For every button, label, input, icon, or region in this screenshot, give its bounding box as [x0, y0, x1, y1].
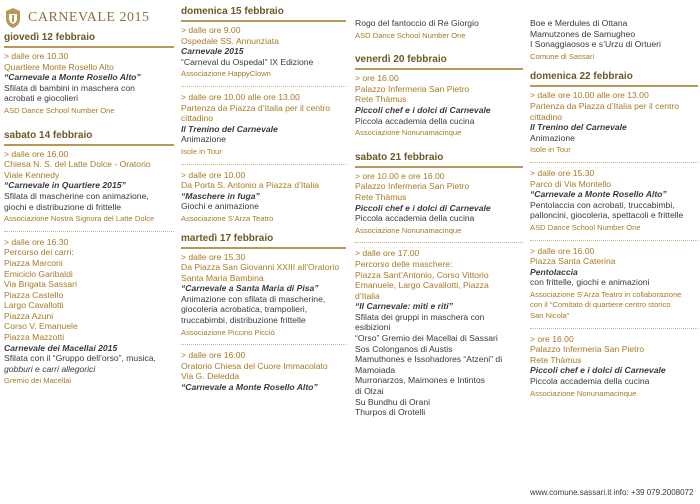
brand-title: CARNEVALE 2015 — [28, 9, 150, 25]
divider — [181, 164, 346, 165]
event-description: con frittelle, giochi e animazioni — [530, 277, 650, 288]
event-description: Thurpos di Orotelli — [355, 407, 426, 418]
route-label: Percorso dei carri: — [4, 247, 74, 258]
divider — [181, 344, 346, 345]
event-time: > dalle ore 10.30 — [4, 51, 69, 61]
event — [181, 92, 346, 158]
divider — [181, 86, 346, 87]
event-title: “Carnevale a Monte Rosello Alto” — [181, 382, 318, 393]
event — [4, 237, 174, 387]
event-organizer: Associazione Nonunamacinque — [355, 128, 462, 138]
event-description: Animazione con sfilata di mascherine, — [181, 293, 326, 304]
event-location: Da Porta S. Antonio a Piazza d’Italia — [181, 180, 320, 191]
event-location: Piazza Santa Caterina — [530, 256, 616, 267]
event-location: Rete Thàmus — [530, 354, 582, 365]
event — [530, 168, 698, 234]
event-description: Mamutzones de Samugheo — [530, 28, 636, 39]
event-title: “Carnevale in Quartiere 2015” — [4, 180, 126, 191]
event-organizer: Associazione Nonunamacinque — [355, 225, 462, 235]
event-description: Murronarzos, Maimones e Intintos — [355, 375, 485, 386]
event-description: I Sonaggiaosos e s’Urzu di Ortueri — [530, 39, 661, 50]
event-title: “Il Carnevale: miti e riti” — [355, 301, 453, 312]
event-location: Quartiere Monte Rosello Alto — [4, 61, 114, 72]
event-description: Pentolaccia con acrobati, truccabimbi, — [530, 199, 675, 210]
event-description: Su Bundhu di Orani — [355, 396, 431, 407]
day-heading: venerdì 20 febbraio — [355, 54, 523, 70]
event-description: truccabimbi, distribuzione frittelle — [181, 315, 306, 326]
event-location: Partenza da Piazza d’Italia per il centro — [530, 100, 680, 111]
column-4 — [530, 0, 698, 504]
event-organizer: Associazione Nostra Signora del Latte Dolce — [4, 214, 155, 224]
event-location: Parco di Via Montello — [530, 178, 612, 189]
event — [530, 90, 698, 156]
event-time: > dalle ore 10.00 — [181, 169, 246, 180]
event-location: Palazzo Infermeria San Pietro — [355, 83, 470, 94]
event-description: giocoleria acrobatica, trampolieri, — [181, 304, 308, 315]
event-description: gobburi e carri allegorici — [4, 363, 96, 374]
route-stop: Piazza Mazzotti — [4, 332, 65, 343]
event-title: Carnevale 2015 — [181, 46, 244, 57]
event-location: Viale Kennedy — [4, 169, 60, 180]
event — [4, 51, 174, 117]
divider — [4, 231, 174, 232]
event-time: > ore 10.00 e ore 16.00 — [355, 170, 445, 181]
event-title: Il Trenino del Carnevale — [181, 123, 278, 134]
event — [355, 73, 523, 139]
event-description: Piccola accademia della cucina — [355, 115, 475, 126]
event-organizer: Gremio dei Macellai — [4, 376, 72, 386]
event-continuation — [355, 6, 523, 41]
event-description: Giochi e animazione — [181, 201, 259, 212]
event-title: Piccoli chef e i dolci di Carnevale — [530, 365, 666, 376]
route-stop: Via Brigata Sassari — [4, 279, 77, 290]
brand-header — [4, 6, 174, 30]
event-time: > dalle ore 15.30 — [530, 167, 595, 178]
event-location: Da Piazza San Giovanni XXIII all’Oratorio — [181, 262, 340, 273]
event-organizer: San Nicola” — [530, 311, 570, 321]
city-crest-icon — [4, 7, 22, 29]
route-stop: Piazza Azuni — [4, 310, 54, 321]
divider — [355, 242, 523, 243]
route-stop: Corso V. Emanuele — [4, 321, 78, 332]
event-location: cittadino — [181, 113, 214, 124]
event — [530, 246, 698, 322]
event-title: Piccoli chef e i dolci di Carnevale — [355, 202, 491, 213]
event-time: > ore 16.00 — [355, 73, 399, 84]
footer-contact: www.comune.sassari.it info: +39 079.2008072 — [530, 488, 694, 498]
event-description: “Orso” Gremio dei Macellai di Sassari — [355, 333, 498, 344]
event-location: Ospedale SS. Annunziata — [181, 35, 279, 46]
event-location: Via G. Deledda — [181, 371, 240, 382]
event-description: Sos Colonganos di Austis — [355, 343, 453, 354]
event-location: Oratorio Chiesa del Cuore Immacolato — [181, 360, 328, 371]
event-title: Piccoli chef e i dolci di Carnevale — [355, 104, 491, 115]
divider — [530, 328, 698, 329]
event — [355, 171, 523, 237]
event-location: Santa Maria Bambina — [181, 272, 264, 283]
divider — [530, 162, 698, 163]
event-description: Boe e Merdules di Ottana — [530, 18, 628, 28]
route-stop: Piazza Castello — [4, 289, 64, 300]
event-organizer: Isole in Tour — [530, 145, 571, 155]
event-organizer: ASD Dance School Number One — [530, 222, 641, 232]
event-description: Mamoiada — [355, 364, 396, 375]
event-organizer: Associazione Piccino Picciò — [181, 327, 275, 337]
event-description: acrobati e giocolieri — [4, 93, 79, 104]
day-heading: domenica 22 febbraio — [530, 71, 698, 87]
event-description: Piccola accademia della cucina — [530, 376, 650, 387]
event — [355, 248, 523, 418]
event-organizer: Comune di Sassari — [530, 51, 595, 61]
event-time: > dalle ore 9.00 — [181, 25, 241, 35]
event-organizer: Associazione HappyClown — [181, 69, 271, 79]
event-title: Il Trenino del Carnevale — [530, 122, 627, 133]
event-continuation — [530, 6, 698, 62]
event-time: > dalle ore 10.00 alle ore 13.00 — [181, 91, 300, 102]
event-organizer: Isole in Tour — [181, 146, 222, 156]
event-organizer: Associazione S’Arza Teatro — [181, 213, 274, 223]
event-location: Palazzo Infermeria San Pietro — [355, 181, 470, 192]
event-location: Chiesa N. S. del Latte Dolce - Oratorio — [4, 159, 151, 170]
event-description: esibizioni — [355, 322, 391, 333]
event-description: Sfilata di mascherine con animazione, — [4, 190, 149, 201]
event-description: Animazione — [530, 132, 575, 143]
route-stop: Emiciclo Garibaldi — [4, 268, 73, 279]
event-description: giochi e distribuzione di frittelle — [4, 201, 122, 212]
event-title: “Carnevale a Santa Maria di Pisa” — [181, 283, 319, 294]
event-time: > dalle ore 15.30 — [181, 251, 246, 262]
event-title: “Carnevale a Monte Rosello Alto” — [530, 189, 667, 200]
event — [181, 170, 346, 225]
event-location: Palazzo Infermeria San Pietro — [530, 344, 645, 355]
day-heading: martedì 17 febbraio — [181, 233, 346, 249]
column-3 — [355, 0, 523, 504]
event-time: > dalle ore 17.00 — [355, 248, 420, 259]
day-heading: sabato 14 febbraio — [4, 130, 174, 146]
column-2 — [181, 0, 346, 504]
event — [181, 252, 346, 339]
event-location: cittadino — [530, 111, 563, 122]
event-title: “Maschere in fuga” — [181, 190, 260, 201]
route-stops: Emanuele, Largo Cavallotti, Piazza — [355, 280, 489, 291]
event-time: > dalle ore 10.00 alle ore 13.00 — [530, 90, 649, 101]
event-description: palloncini, giocoleria, spettacoli e frittelle — [530, 210, 684, 221]
event-location: Rete Thàmus — [355, 191, 407, 202]
event-time: > dalle ore 16.00 — [530, 245, 595, 256]
event-organizer: ASD Dance School Number One — [4, 105, 115, 115]
event — [181, 25, 346, 80]
event — [181, 350, 346, 392]
route-stop: Largo Cavallotti — [4, 300, 64, 311]
event-location: Partenza da Piazza d’Italia per il centro — [181, 102, 331, 113]
route-stops: d’Italia — [355, 290, 380, 301]
route-stops: Piazza Sant’Antonio, Corso Vittorio — [355, 269, 489, 280]
route-label: Percorso delle maschere: — [355, 258, 453, 269]
event-time: > ore 16.00 — [530, 333, 574, 344]
day-heading: giovedì 12 febbraio — [4, 32, 174, 48]
event-description: Animazione — [181, 134, 226, 145]
event-organizer: ASD Dance School Number One — [355, 30, 466, 40]
event-organizer: con il “Comitato di quartiere centro storico — [530, 300, 671, 310]
route-stop: Piazza Marconi — [4, 257, 63, 268]
event — [4, 149, 174, 225]
event-description: di Olzai — [355, 386, 384, 397]
event-title: “Carnevale a Monte Rosello Alto” — [4, 72, 141, 83]
column-1 — [4, 0, 174, 504]
event-description: Sfilata dei gruppi in maschera con — [355, 311, 485, 322]
event-description: Piccola accademia della cucina — [355, 213, 475, 224]
event-title: Carnevale dei Macellai 2015 — [4, 342, 118, 353]
event-location: Rete Thàmus — [355, 94, 407, 105]
event-organizer: Associazione S’Arza Teatro in collaborazione — [530, 289, 682, 299]
event-description: Sfilata di bambini in maschera con — [4, 82, 135, 93]
event-time: > dalle ore 16.00 — [181, 350, 246, 361]
event-description: Mamuthones e Issohadores “Atzeni” di — [355, 354, 503, 365]
day-heading: domenica 15 febbraio — [181, 6, 346, 22]
day-heading: sabato 21 febbraio — [355, 152, 523, 168]
divider — [530, 240, 698, 241]
event-description: “Carneval du Ospedal” IX Edizione — [181, 56, 314, 67]
event-time: > dalle ore 16.30 — [4, 236, 69, 247]
event-description: Rogo del fantoccio di Re Giorgio — [355, 18, 479, 28]
event — [530, 334, 698, 400]
event-description: Sfilata con il “Gruppo dell’orso”, musica, — [4, 353, 156, 364]
event-title: Pentolaccia — [530, 266, 578, 277]
event-time: > dalle ore 16.00 — [4, 148, 69, 159]
event-organizer: Associazione Nonunamacinque — [530, 388, 637, 398]
